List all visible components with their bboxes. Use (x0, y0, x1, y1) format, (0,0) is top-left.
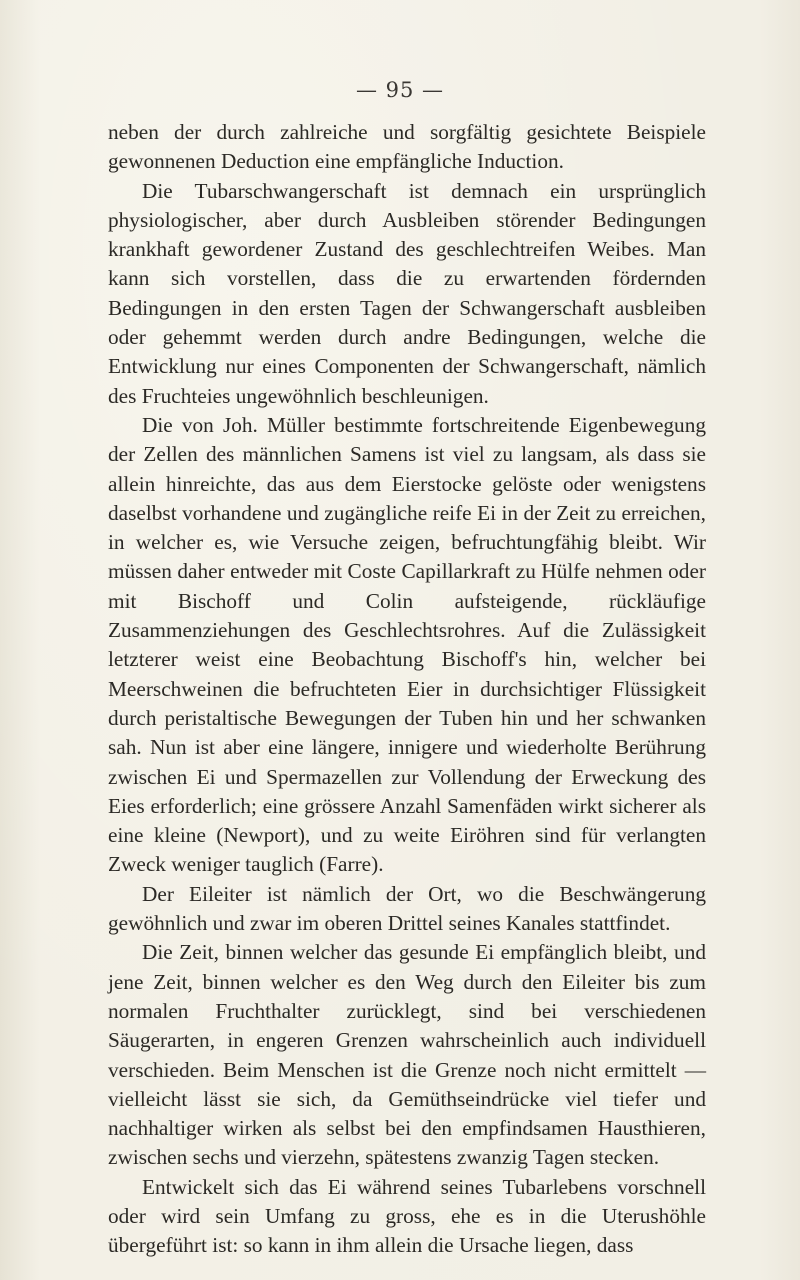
paragraph-2: Die Tubarschwangerschaft ist demnach ein ursprünglich physiologischer, aber durch Ausbleiben störender Bedingungen krankhaft gewordener Zustand des geschlechtreifen Weibes. Man kann sich vorstellen, dass die zu erwartenden fördernden Bedingungen in den ersten Tagen der Schwangerschaft ausbleiben oder gehemmt werden durch andre Bedingungen, welche die Entwicklung nur eines Componenten der Schwangerschaft, nämlich des Fruchteies ungewöhnlich beschleunigen. (108, 178, 706, 408)
body-text (108, 118, 706, 1261)
paragraph-3: Die von Joh. Müller bestimmte fortschreitende Eigenbewegung der Zellen des männlichen Samens ist viel zu langsam, als dass sie allein hinreichte, das aus dem Eierstocke gelöste oder wenigstens daselbst vorhandene und zugängliche reife Ei in der Zeit zu erreichen, in welcher es, wie Versuche zeigen, befruchtungfähig bleibt. Wir müssen daher entweder mit Coste Capillarkraft zu Hülfe nehmen oder mit Bischoff und Colin aufsteigende, rückläufige Zusammenziehungen des Geschlechtsrohres. Auf die Zulässigkeit letzterer weist eine Beobachtung Bischoff's hin, welcher bei Meerschweinen die befruchteten Eier in durchsichtiger Flüssigkeit durch peristaltische Bewegungen der Tuben hin und her schwanken sah. Nun ist aber eine längere, innigere und wiederholte Berührung zwischen Ei und Spermazellen zur Vollendung der Erweckung des Eies erforderlich; eine grössere Anzahl Samenfäden wirkt sicherer als eine kleine (Newport), und zu weite Eiröhren sind für verlangten Zweck weniger tauglich (Farre). (108, 412, 706, 877)
paragraph-6: Entwickelt sich das Ei während seines Tubarlebens vorschnell oder wird sein Umfang zu gross, ehe es in die Uterushöhle übergeführt ist: so kann in ihm allein die Ursache liegen, dass (108, 1174, 706, 1258)
paragraph-5: Die Zeit, binnen welcher das gesunde Ei empfänglich bleibt, und jene Zeit, binnen welcher es den Weg durch den Eileiter bis zum normalen Fruchthalter zurücklegt, sind bei verschiedenen Säugerarten, in engeren Grenzen wahrscheinlich auch individuell verschieden. Beim Menschen ist die Grenze noch nicht ermittelt — vielleicht lässt sie sich, da Gemüthseindrücke viel tiefer und nachhaltiger wirken als selbst bei den empfindsamen Hausthieren, zwischen sechs und vierzehn, spätestens zwanzig Tagen stecken. (108, 940, 706, 1170)
paragraph-4: Der Eileiter ist nämlich der Ort, wo die Beschwängerung gewöhnlich und zwar im oberen Drittel seines Kanales stattfindet. (108, 881, 706, 936)
page-number: — 95 — (355, 78, 445, 102)
paragraph-1: neben der durch zahlreiche und sorgfältig gesichtete Beispiele gewonnenen Deduction eine empfängliche Induction. (108, 120, 706, 174)
